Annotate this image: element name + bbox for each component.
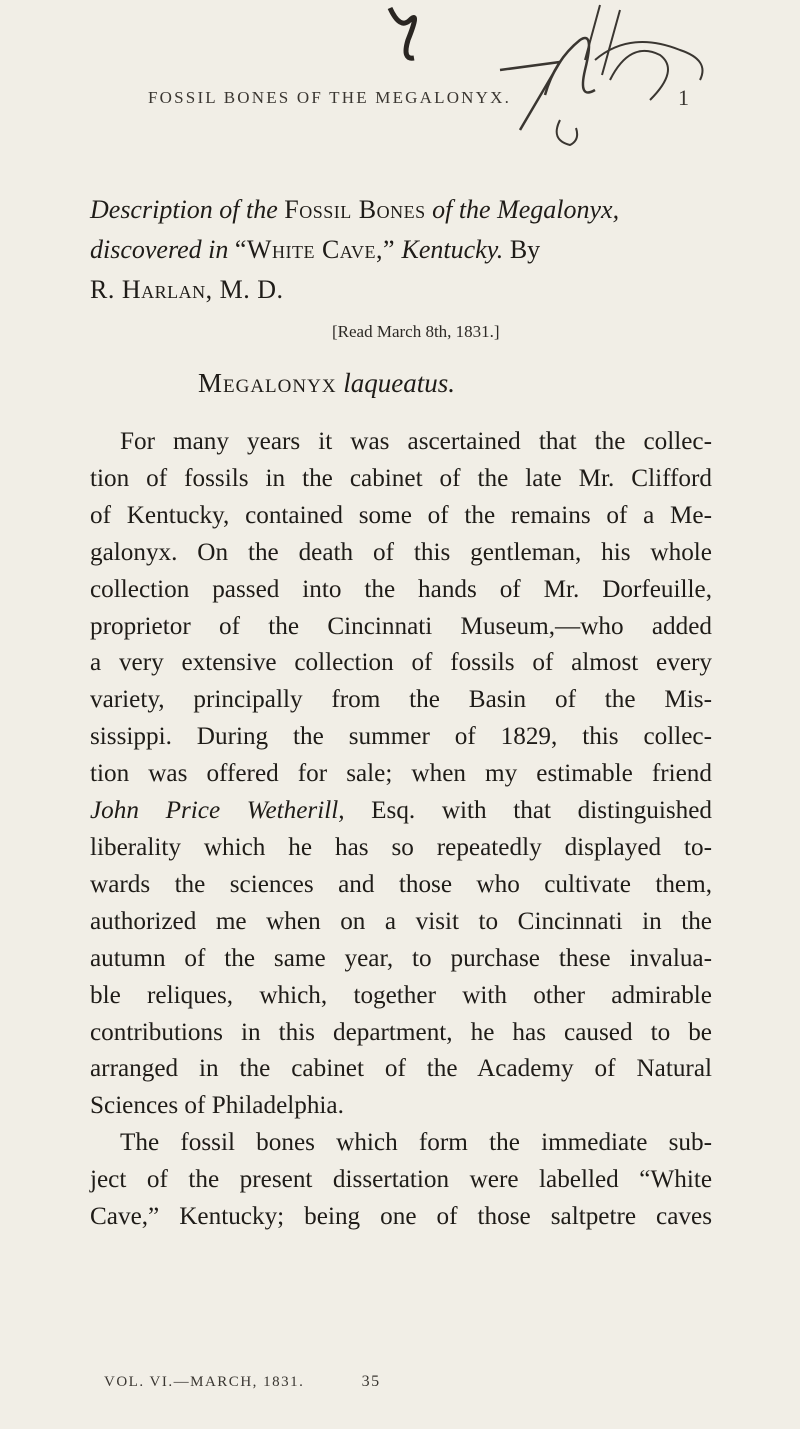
running-title: FOSSIL BONES OF THE MEGALONYX. [148,88,512,107]
text-line: autumn of the same year, to purchase these invalua- [90,944,712,972]
text-line: Cave,” Kentucky; being one of those saltpetre caves [90,1203,712,1231]
text-line: sissippi. During the summer of 1829, this collec- [90,723,712,751]
text-line: of Kentucky, contained some of the remains of a Me- [90,501,712,529]
text-line: The fossil bones which form the immediate sub- [120,1129,712,1157]
signature-mark: 35 [361,1373,381,1390]
text-line: collection passed into the hands of Mr. Dorfeuille, [90,575,712,603]
species-heading [198,368,455,399]
read-date-note: [Read March 8th, 1831.] [332,322,500,341]
text-line: variety, principally from the Basin of the Mis- [90,686,712,714]
title-line-2: discovered in “White Cave,” Kentucky. By [90,235,541,264]
text-line: Sciences of Philadelphia. [90,1092,344,1120]
person-name: John Price Wetherill, [90,797,345,825]
text-line: tion of fossils in the cabinet of the late Mr. Clifford [90,464,712,492]
page-footer [104,1373,381,1391]
title-line-1: Description of the Fossil Bones of the Megalonyx, [90,195,620,224]
text-line: tion was offered for sale; when my estimable friend [90,760,712,788]
handwritten-annotation-icon [380,0,720,150]
page-number: 1 [678,85,692,110]
running-header [148,85,708,110]
title-author: R. Harlan, M. D. [90,275,284,304]
text-line: contributions in this department, he has caused to be [90,1018,712,1046]
body-text [90,424,712,1236]
text-line: a very extensive collection of fossils of almost every [90,649,712,677]
species-epithet: laqueatus. [343,368,456,398]
text-line: liberality which he has so repeatedly displayed to- [90,833,712,861]
genus-name: Megalonyx [198,368,337,398]
text-line: John Price Wetherill, Esq. with that distinguished [90,797,713,825]
text-line: proprietor of the Cincinnati Museum,—who added [90,612,712,640]
text-line: For many years it was ascertained that the collec- [120,428,712,455]
text-line: authorized me when on a visit to Cincinnati in the [90,907,712,935]
text-line: wards the sciences and those who cultivate them, [90,870,712,898]
article-title [90,190,712,310]
text-line: ble reliques, which, together with other admirable [90,981,712,1009]
text-line: ject of the present dissertation were labelled “White [90,1166,712,1194]
text-line: galonyx. On the death of this gentleman, his whole [90,538,712,566]
volume-info: VOL. VI.—MARCH, 1831. [104,1374,305,1390]
text-line: arranged in the cabinet of the Academy of Natural [90,1055,712,1083]
